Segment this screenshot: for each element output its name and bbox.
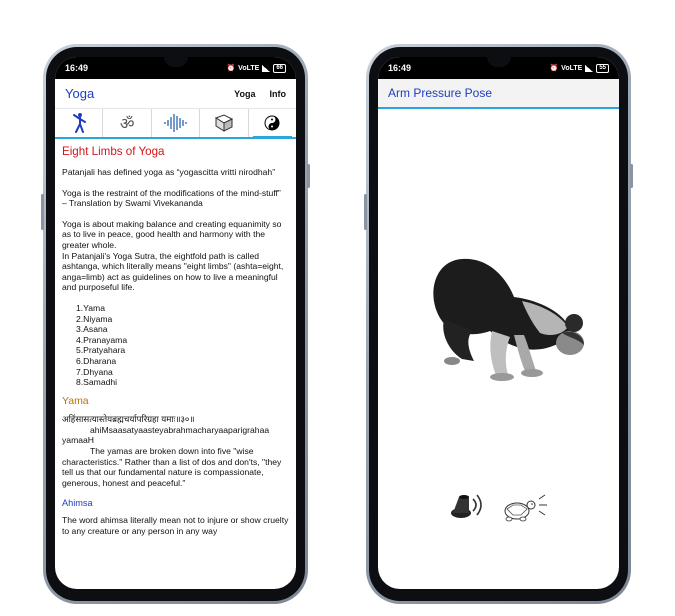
pose-display [378, 109, 619, 539]
pose-title: Arm Pressure Pose [388, 86, 493, 100]
app-bar [378, 79, 619, 109]
tab-sound[interactable] [152, 109, 200, 137]
list-item: 1.Yama [76, 302, 105, 313]
arm-pressure-pose-illustration [422, 249, 592, 389]
menu-yoga[interactable]: Yoga [234, 88, 256, 99]
article-content [55, 139, 296, 542]
list-item: 8.Samadhi [76, 377, 118, 388]
left-phone [43, 44, 308, 604]
battery-icon: 66 [273, 64, 286, 73]
status-time: 16:49 [65, 63, 89, 73]
alarm-icon: ⏰ [549, 65, 559, 72]
article-heading: Eight Limbs of Yoga [62, 145, 165, 158]
limbs-list [76, 303, 289, 388]
ahimsa-heading: Ahimsa [62, 498, 93, 509]
sanskrit-verse: अहिंसासत्यास्तेयब्रह्मचर्यापरिग्रहा यमाः॥३०॥ [62, 414, 195, 425]
yin-yang-icon [264, 115, 280, 131]
app-bar [55, 79, 296, 109]
volume-button [41, 194, 44, 230]
volume-button [364, 194, 367, 230]
tab-bar [55, 109, 296, 139]
tab-om[interactable] [103, 109, 151, 137]
volte-label: VoLTE [561, 64, 583, 72]
power-button [307, 164, 310, 188]
speaker-icon[interactable] [449, 491, 487, 523]
left-screen [55, 57, 296, 589]
transliteration: ahiMsaasatyaasteyabrahmacharyaaparigrahaa [90, 424, 270, 435]
right-screen [378, 57, 619, 589]
list-item: 3.Asana [76, 324, 108, 335]
volte-label: VoLTE [238, 64, 260, 72]
soundwave-icon [163, 113, 189, 133]
menu-info[interactable]: Info [269, 88, 286, 99]
list-item: 4.Pranayama [76, 334, 128, 345]
transliteration-end: yamaaH [62, 435, 94, 446]
status-time: 16:49 [388, 63, 412, 73]
ahimsa-text: The word ahimsa literally mean not to injure or show cruelty to any creature or any person in any way [62, 515, 289, 536]
yama-text: The yamas are broken down into five "wise characteristics." Rather than a list of dos and don'ts, "they tell us that our fundamental nature is compassionate, generous, honest and peaceful." [62, 446, 282, 488]
playback-controls [378, 491, 619, 523]
tab-pose[interactable] [55, 109, 103, 137]
para-ashtanga: In Patanjali's Yoga Sutra, the eightfold path is called ashtanga, which literally means "eight limbs" (ashta=eight, anga=limb) act as guidelines on how to live a meaningful and purposeful life. [62, 250, 284, 293]
para-balance: Yoga is about making balance and creating equanimity so as to live in peace, good health and harmony with the greater whole. [62, 218, 282, 250]
list-item: 5.Pratyahara [76, 345, 126, 356]
book-icon [214, 114, 234, 132]
para-translation: – Translation by Swami Vivekananda [62, 198, 203, 209]
yama-heading: Yama [62, 394, 89, 407]
tab-yinyang[interactable] [249, 109, 296, 137]
signal-icon [585, 65, 593, 72]
para-restraint: Yoga is the restraint of the modifications of the mind-stuff” [62, 187, 281, 198]
list-item: 6.Dharana [76, 355, 117, 366]
para-definition: Patanjali has defined yoga as “yogascitta vritti nirodhah” [62, 167, 276, 177]
yoga-figure-icon [70, 112, 88, 134]
list-item: 7.Dhyana [76, 366, 113, 377]
power-button [630, 164, 633, 188]
app-title: Yoga [65, 86, 95, 101]
right-phone [366, 44, 631, 604]
alarm-icon: ⏰ [226, 65, 236, 72]
list-item: 2.Niyama [76, 313, 113, 324]
signal-icon [262, 65, 270, 72]
om-icon: ॐ [119, 116, 135, 133]
turtle-icon[interactable] [499, 491, 549, 523]
tab-book[interactable] [200, 109, 248, 137]
battery-icon: 55 [596, 64, 609, 73]
